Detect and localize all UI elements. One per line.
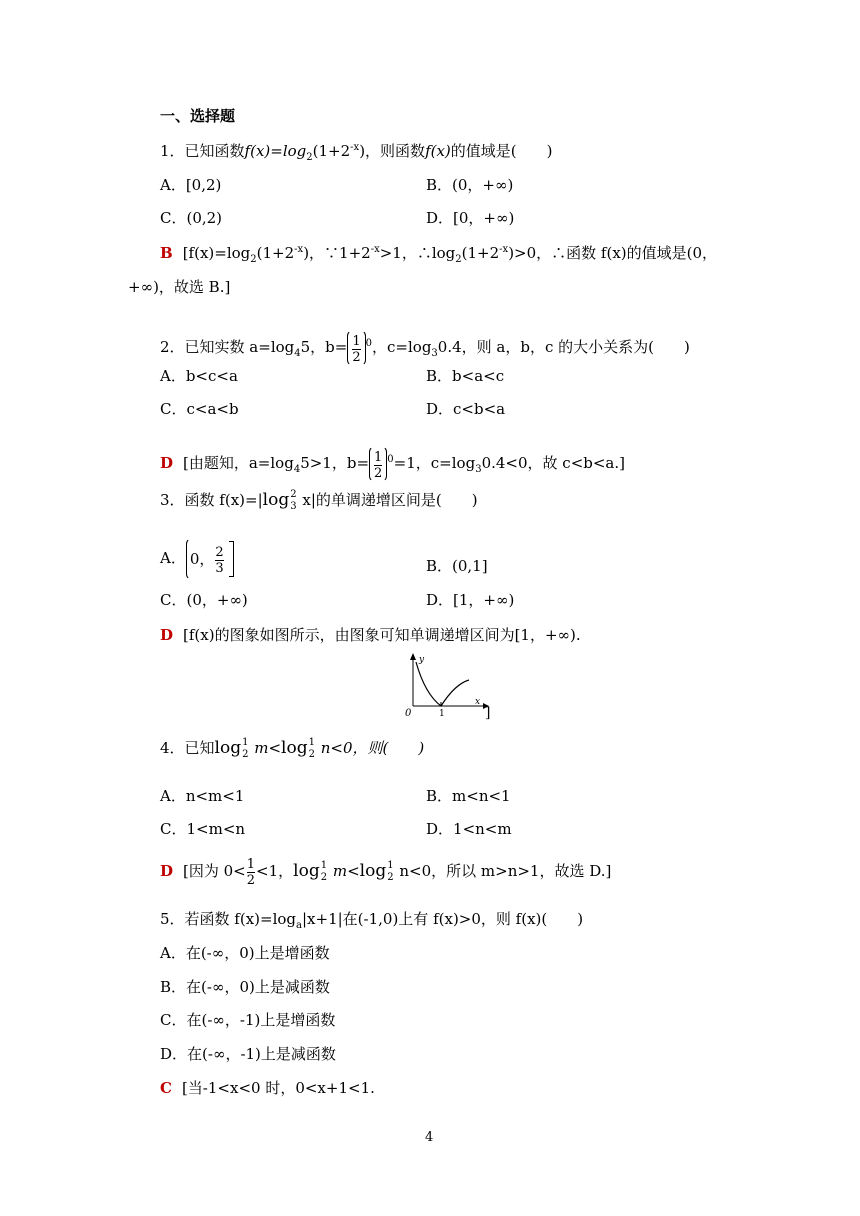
q5-solution: C [当-1<x<0 时，0<x+1<1. xyxy=(160,1079,375,1097)
q1-option-b: B．(0，+∞) xyxy=(426,176,514,194)
q3-function-graph xyxy=(399,650,499,722)
q3-solution: D [f(x)的图象如图所示，由图象可知单调递增区间为[1，+∞). xyxy=(160,626,581,644)
graph-origin-label: 0 xyxy=(405,708,412,719)
graph-y-label: y xyxy=(419,655,425,665)
q2-option-a: A．b<c<a xyxy=(160,367,238,385)
q3-option-b: B．(0,1] xyxy=(426,557,488,575)
q5-option-b: B．在(-∞，0)上是减函数 xyxy=(160,978,330,996)
q4-option-b: B．m<n<1 xyxy=(426,787,511,805)
q1-answer: B xyxy=(160,244,173,262)
q4-option-d: D．1<n<m xyxy=(426,820,512,838)
graph-tick-label-1: 1 xyxy=(439,709,445,719)
q1-option-c: C．(0,2) xyxy=(160,209,223,227)
q2-option-b: B．b<a<c xyxy=(426,367,505,385)
q3-answer: D xyxy=(160,626,174,644)
question-1-stem: 1．已知函数$f(x)=\log_2(1+2^{-x})$，则函数f(x)的值域是( ) xyxy=(160,142,553,163)
q1-solution: B [$f(x)=\log_2(1+2^{-x})$，$\because 1+2^{-x}>1$，$\therefore\log_2(1+2^{-x})>0$，∴函数 f(x)的值域是(0， xyxy=(160,244,718,265)
section-title: 一、选择题 xyxy=(160,107,236,125)
q4-answer: D xyxy=(160,862,174,880)
q5-option-a: A．在(-∞，0)上是增函数 xyxy=(160,944,330,962)
q2-option-c: C．c<a<b xyxy=(160,400,239,418)
graph-x-label: x xyxy=(475,697,481,707)
q5-option-d: D．在(-∞，-1)上是减函数 xyxy=(160,1045,336,1063)
q3-option-a: A． 0， $\frac{2}{3}$ xyxy=(160,538,234,580)
q1-option-d: D．[0，+∞) xyxy=(426,209,515,227)
page-number: 4 xyxy=(425,1130,434,1145)
question-2-stem: 2．已知实数 $a=\log_45$，b= $\frac{1}{2}$ $^0$，$c=\log_30.4$，则 a，b，c 的大小关系为( ) xyxy=(160,330,690,366)
q5-answer: C xyxy=(160,1079,172,1097)
q3-option-d: D．[1，+∞) xyxy=(426,591,515,609)
q3-solution-close: ] xyxy=(485,705,491,721)
q3-option-c: C．(0，+∞) xyxy=(160,591,248,609)
question-4-stem: 4．已知log 1 2 m<log 1 2 n<0，则( ) xyxy=(160,737,425,760)
question-5-stem: 5．若函数 $f(x)=\log_a|x+1|$在(-1,0)上有 f(x)>0，则 f(x)( ) xyxy=(160,910,584,931)
q4-solution: D [因为 0< $\frac{1}{2}$ <1，log 1 2 m<log 1 2 n<0，所以 m>n>1，故选 D.] xyxy=(160,856,612,888)
q2-solution: D [由题知，$a=\log_45>1$，b= $\frac{1}{2}$ $^0$=1，$c=\log_30.4<0$，故 c<b<a.] xyxy=(160,446,625,482)
q5-option-c: C．在(-∞，-1)上是增函数 xyxy=(160,1011,336,1029)
q2-answer: D xyxy=(160,454,174,472)
q1-option-a: A．[0,2) xyxy=(160,176,222,194)
q1-solution-cont: +∞)，故选 B.] xyxy=(128,278,231,296)
q4-option-c: C．1<m<n xyxy=(160,820,246,838)
graph-curve xyxy=(416,662,469,706)
q2-option-d: D．c<b<a xyxy=(426,400,506,418)
q4-option-a: A．n<m<1 xyxy=(160,787,245,805)
question-3-stem: 3．函数 f(x)=|log 2 3 x|的单调递增区间是( ) xyxy=(160,489,478,512)
